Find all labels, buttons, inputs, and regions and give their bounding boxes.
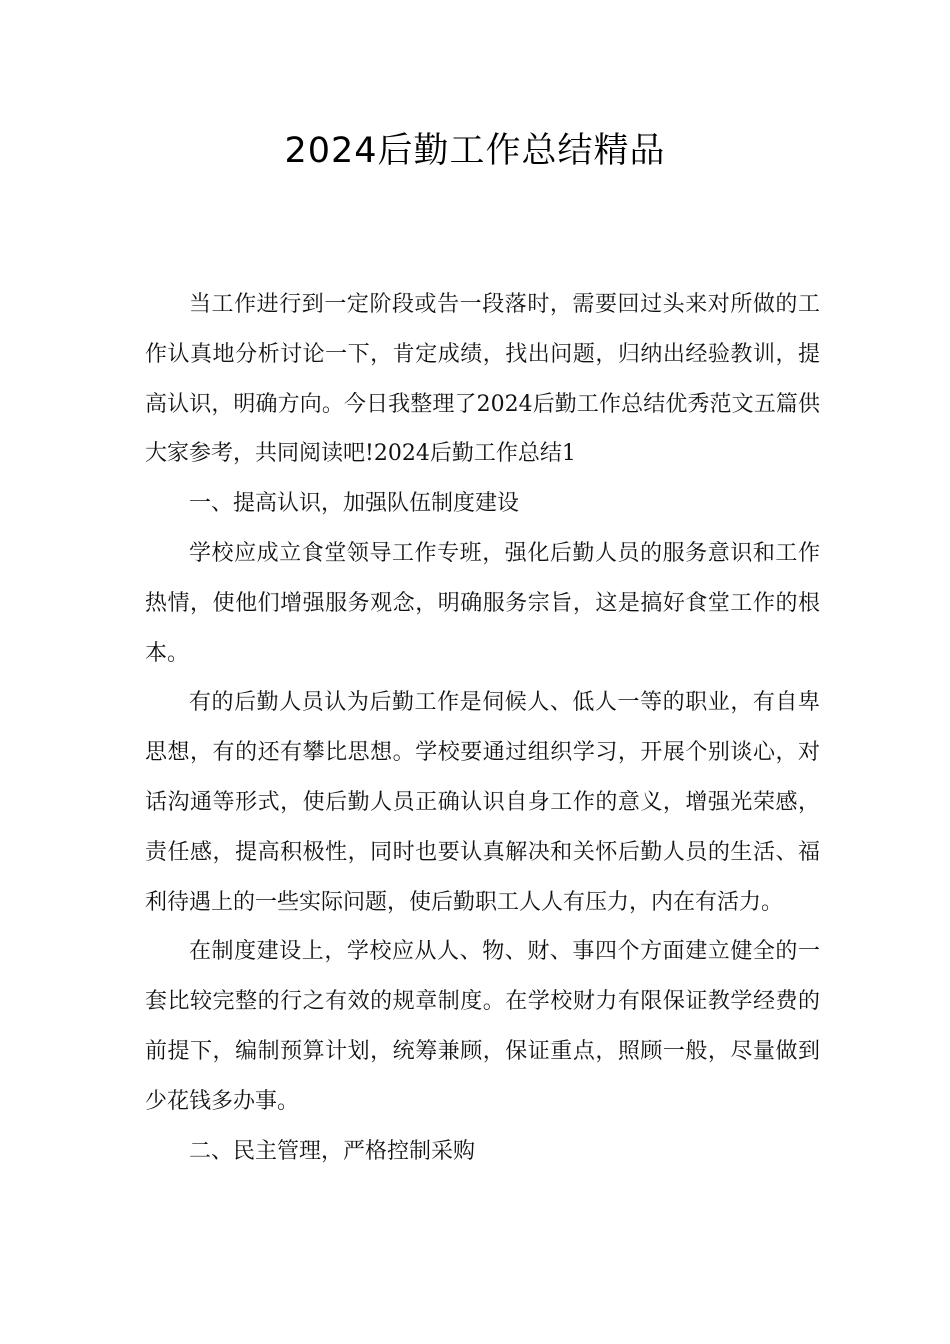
section-heading-2: 二、民主管理，严格控制采购 [189, 1138, 476, 1164]
body-paragraph: 学校应成立食堂领导工作专班，强化后勤人员的服务意识和工作热情，使他们增强服务观念，明确服务宗旨，这是搞好食堂工作的根本。 [145, 540, 820, 666]
document-body [145, 280, 820, 1176]
body-paragraph: 有的后勤人员认为后勤工作是伺候人、低人一等的职业，有自卑思想，有的还有攀比思想。学校要通过组织学习，开展个别谈心，对话沟通等形式，使后勤人员正确认识自身工作的意义，增强光荣感，责任感，提高积极性，同时也要认真解决和关怀后勤人员的生活、福利待遇上的一些实际问题，使后勤职工人人有压力，内在有活力。 [145, 690, 820, 915]
document-title: 2024后勤工作总结精品 [284, 131, 666, 171]
body-paragraph: 在制度建设上，学校应从人、物、财、事四个方面建立健全的一套比较完整的行之有效的规章制度。在学校财力有限保证教学经费的前提下，编制预算计划，统筹兼顾，保证重点，照顾一般，尽量做到少花钱多办事。 [145, 939, 820, 1114]
section-heading-1: 一、提高认识，加强队伍制度建设 [189, 491, 520, 517]
intro-paragraph: 当工作进行到一定阶段或告一段落时，需要回过头来对所做的工作认真地分析讨论一下，肯定成绩，找出问题，归纳出经验教训，提高认识，明确方向。今日我整理了2024后勤工作总结优秀范文五篇供大家参考，共同阅读吧!2024后勤工作总结1 [145, 292, 820, 467]
